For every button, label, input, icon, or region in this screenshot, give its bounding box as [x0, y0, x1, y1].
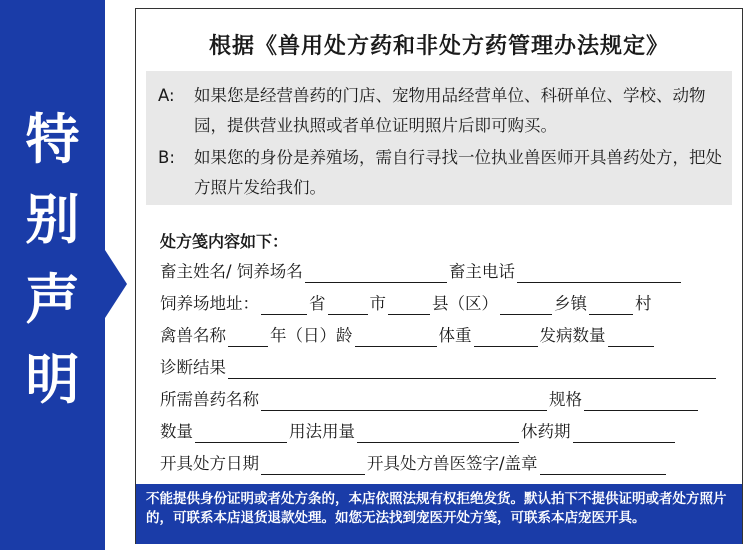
owner-label: 畜主姓名/ 饲养场名 [160, 262, 303, 281]
footer-notice: 不能提供身份证明或者处方条的，本店依照法规有权拒绝发货。默认拍下不提供证明或者处方照片的，可联系本店退货退款处理。如您无法找到宠医开处方笺，可联系本店宠医开具。 [136, 484, 742, 544]
quantity-label: 数量 [160, 422, 193, 441]
issue-date-label: 开具处方日期 [160, 454, 259, 473]
usage-label: 用法用量 [289, 422, 355, 441]
address-label: 饲养场地址： [160, 294, 259, 313]
notice-card [135, 8, 743, 544]
county-label: 县（区） [432, 294, 498, 313]
usage-blank [357, 425, 519, 443]
age-label: 年（日）龄 [270, 326, 353, 345]
form-row-owner [160, 255, 730, 283]
side-char: 声 [25, 268, 80, 331]
county-blank [388, 297, 430, 315]
count-blank [608, 329, 654, 347]
village-blank [589, 297, 633, 315]
province-blank [261, 297, 307, 315]
issue-date-blank [261, 457, 365, 475]
town-blank [500, 297, 552, 315]
notice-title: 根据《兽用处方药和非处方药管理办法规定》 [208, 34, 669, 59]
banner-arrow-icon [105, 250, 127, 318]
form-row-diagnosis [160, 351, 730, 379]
drug-blank [261, 393, 547, 411]
side-char: 别 [25, 188, 80, 251]
vet-sign-label: 开具处方兽医签字/盖章 [367, 454, 538, 473]
requirement-a-label: A: [158, 86, 175, 105]
requirement-b-text: 如果您的身份是养殖场，需自行寻找一位执业兽医师开具兽药处方，把处方照片发给我们。 [194, 148, 722, 197]
withdrawal-label: 休药期 [521, 422, 571, 441]
diagnosis-label: 诊断结果 [160, 358, 226, 377]
village-label: 村 [635, 294, 652, 313]
requirement-a-text: 如果您是经营兽药的门店、宠物用品经营单位、科研单位、学校、动物园，提供营业执照或者单位证明照片后即可购买。 [194, 86, 706, 135]
drug-label: 所需兽药名称 [160, 390, 259, 409]
spec-label: 规格 [549, 390, 582, 409]
prescription-heading: 处方笺内容如下： [160, 232, 289, 251]
province-label: 省 [309, 294, 326, 313]
form-row-issue [160, 447, 730, 475]
animal-label: 禽兽名称 [160, 326, 226, 345]
quantity-blank [195, 425, 287, 443]
spec-blank [584, 393, 698, 411]
weight-label: 体重 [438, 326, 472, 345]
weight-blank [474, 329, 538, 347]
owner-blank [305, 265, 447, 283]
diagnosis-blank [228, 361, 716, 379]
side-char: 明 [25, 348, 80, 411]
phone-label: 畜主电话 [448, 262, 515, 281]
city-blank [328, 297, 368, 315]
requirements-box [146, 71, 732, 205]
requirement-b-label: B: [158, 148, 175, 167]
form-row-address [160, 287, 730, 315]
city-label: 市 [369, 294, 386, 313]
animal-blank [228, 329, 268, 347]
phone-blank [517, 265, 681, 283]
vet-sign-blank [540, 457, 666, 475]
side-banner-text [0, 100, 105, 420]
requirement-a [158, 81, 734, 141]
count-label: 发病数量 [539, 326, 606, 345]
withdrawal-blank [573, 425, 675, 443]
town-label: 乡镇 [554, 294, 587, 313]
form-row-animal [160, 319, 730, 347]
requirement-b [158, 143, 734, 203]
form-row-quantity [160, 415, 730, 443]
age-blank [355, 329, 437, 347]
form-row-drug [160, 383, 730, 411]
side-char: 特 [25, 108, 80, 171]
side-banner [0, 0, 105, 550]
